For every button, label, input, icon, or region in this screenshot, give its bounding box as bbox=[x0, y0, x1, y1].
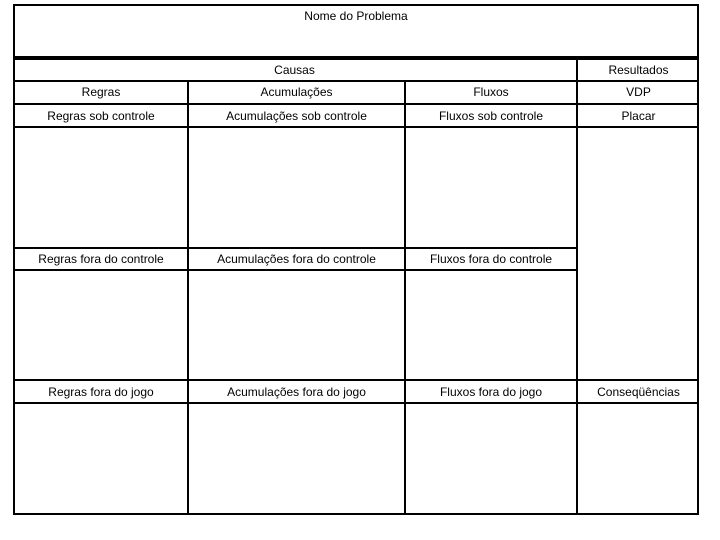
header-divider-1 bbox=[13, 80, 699, 82]
column-divider-flows bbox=[404, 80, 406, 515]
rules-under-control-label: Regras sob controle bbox=[47, 109, 155, 123]
column-accumulations-header: Acumulações bbox=[260, 85, 333, 99]
score-label: Placar bbox=[621, 109, 656, 123]
row-divider-out-of-game-bottom bbox=[13, 402, 699, 404]
row-divider-out-of-control-bottom bbox=[13, 269, 578, 271]
accumulations-under-control-label: Acumulações sob controle bbox=[226, 109, 367, 123]
column-divider-results bbox=[576, 58, 578, 515]
results-header: Resultados bbox=[608, 63, 669, 77]
header-divider-3 bbox=[13, 126, 699, 128]
accumulations-out-of-control-label: Acumulações fora do controle bbox=[217, 252, 376, 266]
row-divider-out-of-control-top bbox=[13, 247, 578, 249]
accumulations-out-of-game-label: Acumulações fora do jogo bbox=[227, 385, 366, 399]
column-vdp-header: VDP bbox=[626, 85, 651, 99]
column-divider-rules bbox=[187, 80, 189, 515]
flows-under-control-label: Fluxos sob controle bbox=[438, 109, 544, 123]
row-divider-out-of-game-top bbox=[13, 379, 699, 381]
column-flows-header: Fluxos bbox=[473, 85, 509, 99]
column-rules-header: Regras bbox=[81, 85, 121, 99]
header-divider-2 bbox=[13, 103, 699, 105]
consequences-label: Conseqüências bbox=[597, 385, 680, 399]
flows-out-of-game-label: Fluxos fora do jogo bbox=[439, 385, 543, 399]
causes-header: Causas bbox=[274, 63, 315, 77]
problem-title: Nome do Problema bbox=[304, 9, 408, 23]
flows-out-of-control-label: Fluxos fora do controle bbox=[429, 252, 553, 266]
rules-out-of-game-label: Regras fora do jogo bbox=[48, 385, 154, 399]
rules-out-of-control-label: Regras fora do controle bbox=[38, 252, 164, 266]
